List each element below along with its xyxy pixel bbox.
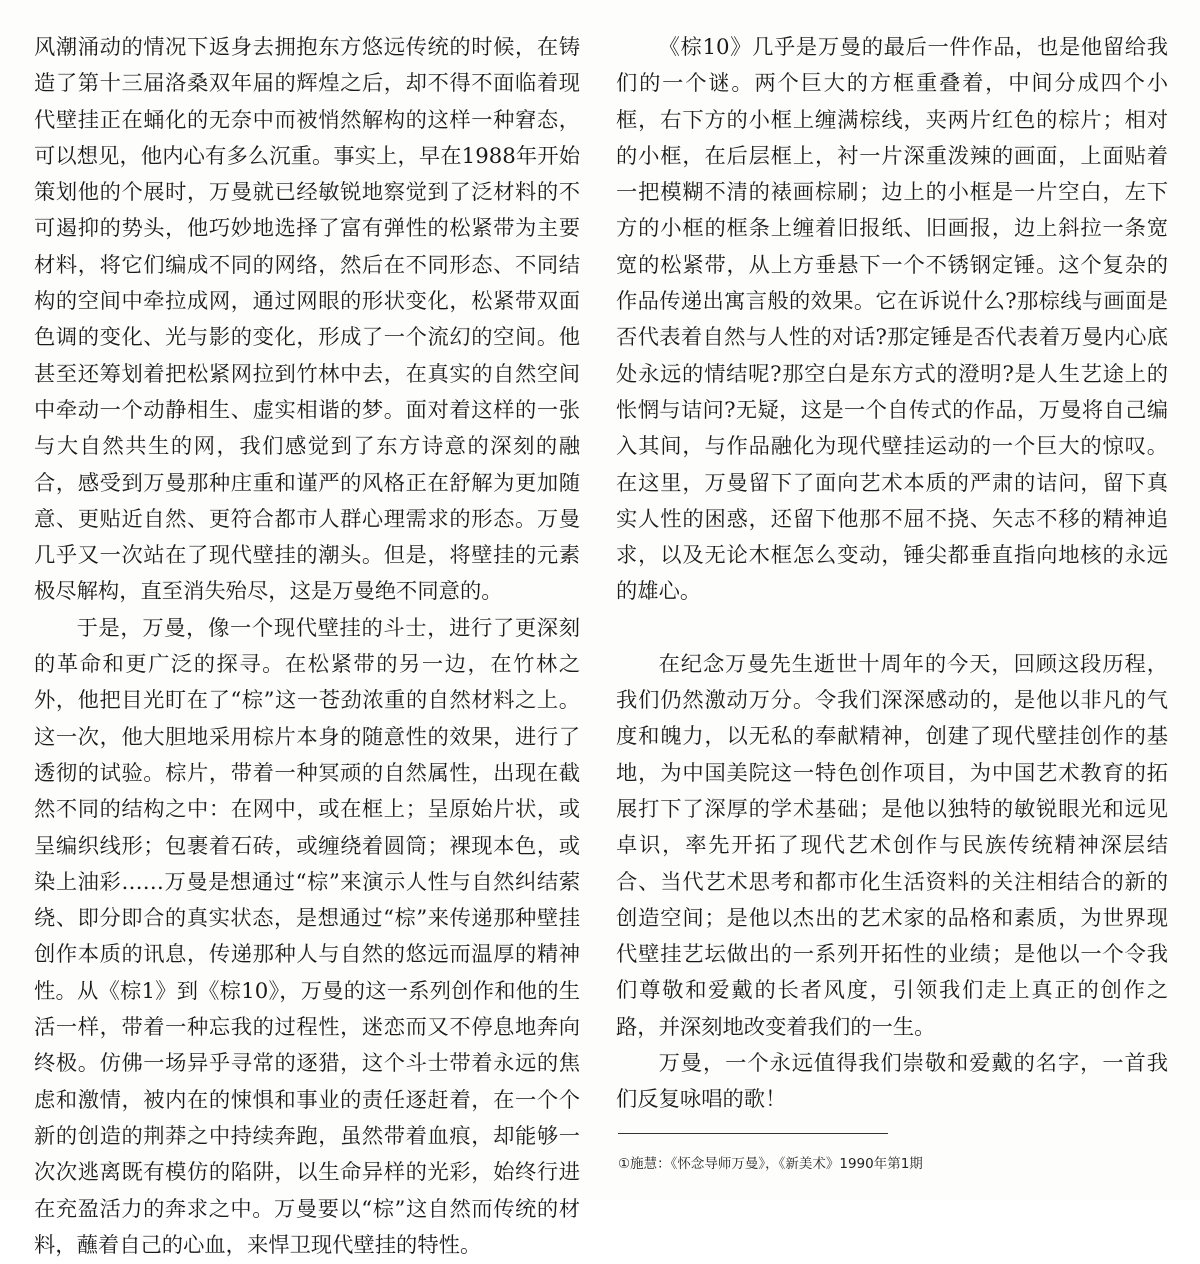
left-column: [34, 30, 580, 1264]
footnote-divider: [618, 1133, 888, 1134]
right-column: [616, 30, 1168, 1119]
right-paragraph-2: 在纪念万曼先生逝世十周年的今天，回顾这段历程，我们仍然激动万分。令我们深深感动的，是他以非凡的气度和魄力，以无私的奉献精神，创建了现代壁挂创作的基地，为中国美院这一特色创作项目，为中国艺术教育的拓展打下了深厚的学术基础；是他以独特的敏锐眼光和远见卓识，率先开拓了现代艺术创作与民族传统精神深层结合、当代艺术思考和都市化生活资料的关注相结合的新的创造空间；是他以杰出的艺术家的品格和素质，为世界现代壁挂艺坛做出的一系列开拓性的业绩；是他以一个令我们尊敬和爱戴的长者风度，引领我们走上真正的创作之路，并深刻地改变着我们的一生。: [616, 651, 1168, 1040]
right-paragraph-1: 《棕10》几乎是万曼的最后一件作品，也是他留给我们的一个谜。两个巨大的方框重叠着，中间分成四个小框，右下方的小框上缠满棕线，夹两片红色的棕片；相对的小框，在后层框上，衬一片深重泼辣的画面，上面贴着一把模糊不清的裱画棕刷；边上的小框是一片空白，左下方的小框的框条上缠着旧报纸、旧画报，边上斜拉一条宽宽的松紧带，从上方垂悬下一个不锈钢定锤。这个复杂的作品传递出寓言般的效果。它在诉说什么?那棕线与画面是否代表着自然与人性的对话?那定锤是否代表着万曼内心底处永远的情结呢?那空白是东方式的澄明?是人生艺途上的怅惘与诘问?无疑，这是一个自传式的作品，万曼将自己编入其间，与作品融化为现代壁挂运动的一个巨大的惊叹。在这里，万曼留下了面向艺术本质的严肃的诘问，留下真实人性的困惑，还留下他那不屈不挠、矢志不移的精神追求，以及无论木框怎么变动，锤尖都垂直指向地核的永远的雄心。: [616, 35, 1168, 605]
left-paragraph-2: 于是，万曼，像一个现代壁挂的斗士，进行了更深刻的革命和更广泛的探寻。在松紧带的另一边，在竹林之外，他把目光盯在了“棕”这一苍劲浓重的自然材料之上。这一次，他大胆地采用棕片本身的随意性的效果，进行了透彻的试验。棕片，带着一种冥顽的自然属性，出现在截然不同的结构之中：在网中，或在框上；呈原始片状，或呈编织线形；包裹着石砖，或缠绕着圆筒；裸现本色，或染上油彩……万曼是想通过“棕”来演示人性与自然纠结萦绕、即分即合的真实状态，是想通过“棕”来传递那种壁挂创作本质的讯息，传递那种人与自然的悠远而温厚的精神性。从《棕1》到《棕10》，万曼的这一系列创作和他的生活一样，带着一种忘我的过程性，迷恋而又不停息地奔向终极。仿佛一场异乎寻常的逐猎，这个斗士带着永远的焦虑和激情，被内在的悚惧和事业的责任逐赶着，在一个个新的创造的荆莽之中持续奔跑，虽然带着血痕，却能够一次次逃离既有模仿的陷阱，以生命异样的光彩，始终行进在充盈活力的奔求之中。万曼要以“棕”这自然而传统的材料，蘸着自己的心血，来悍卫现代壁挂的特性。: [34, 615, 580, 1258]
right-paragraph-3: 万曼，一个永远值得我们崇敬和爱戴的名字，一首我们反复咏唱的歌！: [616, 1051, 1168, 1113]
left-paragraph-1: 风潮涌动的情况下返身去拥抱东方悠远传统的时候，在铸造了第十三届洛桑双年届的辉煌之后，却不得不面临着现代壁挂正在蛹化的无奈中而被悄然解构的这样一种窘态，可以想见，他内心有多么沉重。事实上，早在1988年开始策划他的个展时，万曼就已经敏锐地察觉到了泛材料的不可遏抑的势头，他巧妙地选择了富有弹性的松紧带为主要材料，将它们编成不同的网络，然后在不同形态、不同结构的空间中牵拉成网，通过网眼的形状变化，松紧带双面色调的变化、光与影的变化，形成了一个流幻的空间。他甚至还筹划着把松紧网拉到竹林中去，在真实的自然空间中牵动一个动静相生、虚实相谐的梦。面对着这样的一张与大自然共生的网，我们感觉到了东方诗意的深刻的融合，感受到万曼那种庄重和谨严的风格正在舒解为更加随意、更贴近自然、更符合都市人群心理需求的形态。万曼几乎又一次站在了现代壁挂的潮头。但是，将壁挂的元素极尽解构，直至消失殆尽，这是万曼绝不同意的。: [34, 35, 580, 605]
paragraph-spacer: [616, 611, 1168, 647]
footnote: ①施慧：《怀念导师万曼》，《新美术》1990年第1期: [618, 1156, 923, 1172]
